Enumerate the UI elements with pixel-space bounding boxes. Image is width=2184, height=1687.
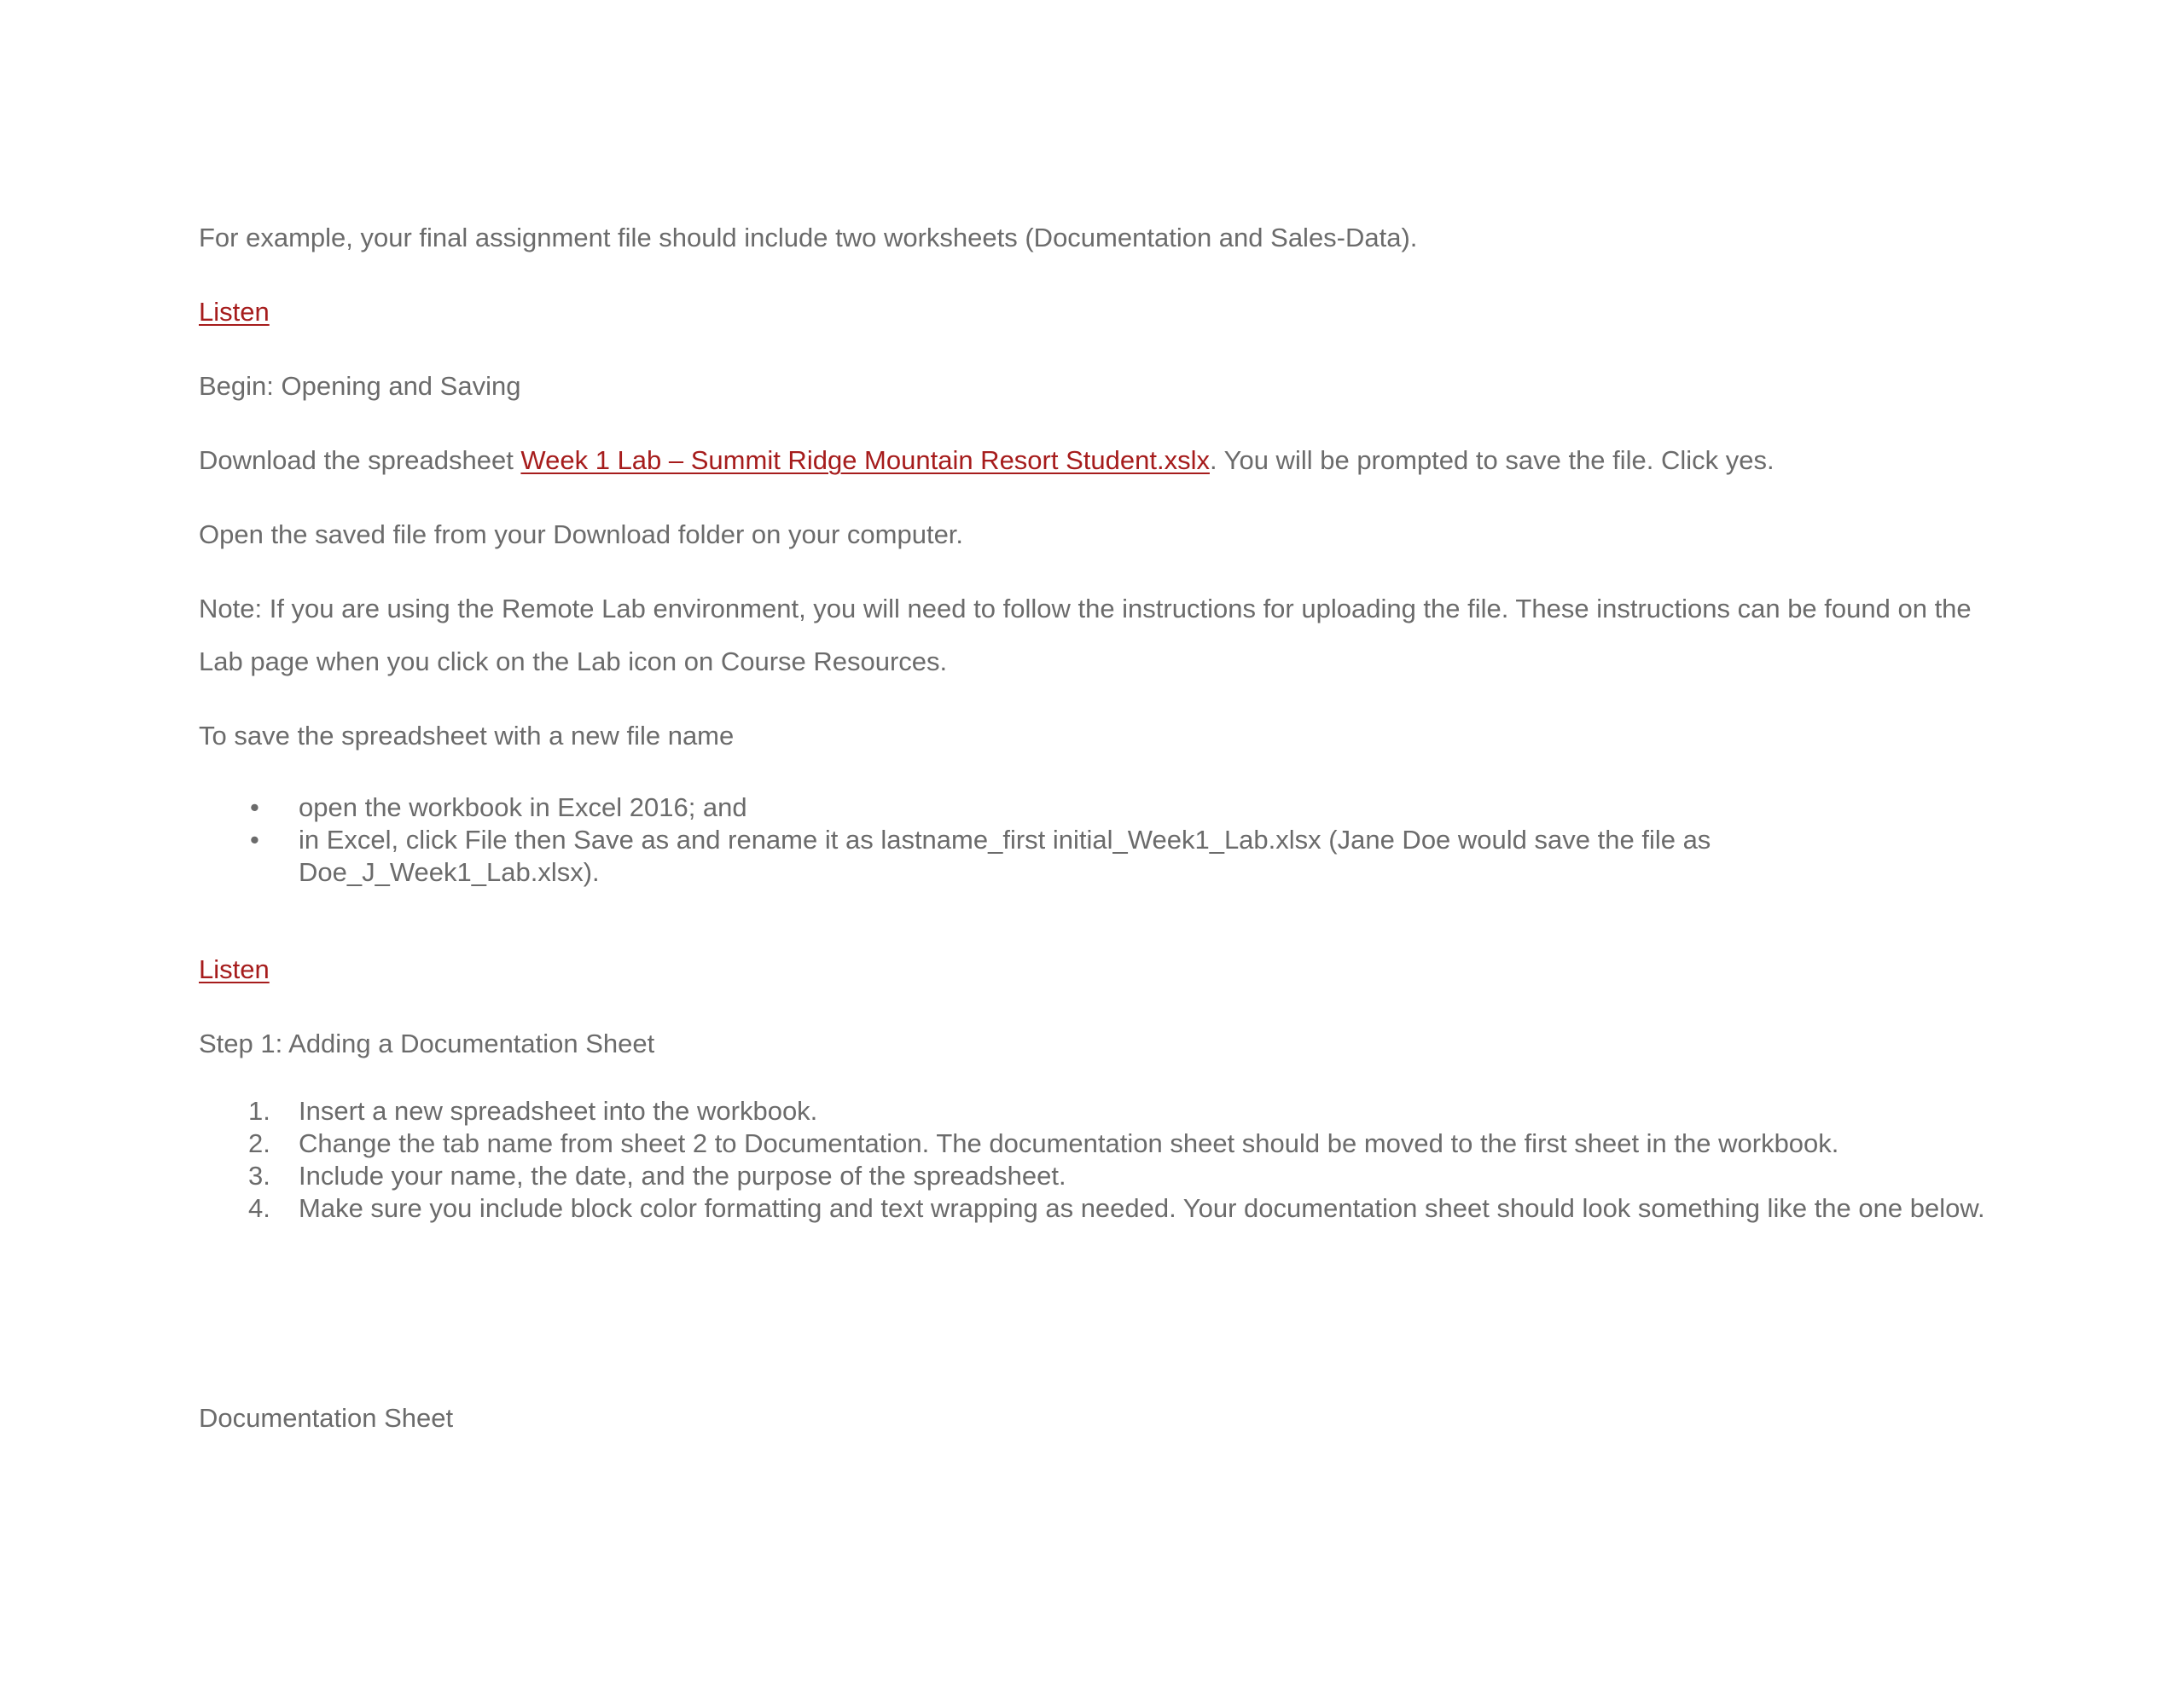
bullet-text: open the workbook in Excel 2016; and [299,792,747,822]
download-spreadsheet-link[interactable]: Week 1 Lab – Summit Ridge Mountain Resort Student.xslx [520,445,1210,475]
list-item-text: Insert a new spreadsheet into the workbook. [299,1096,818,1126]
download-prefix: Download the spreadsheet [199,445,521,475]
intro-paragraph: For example, your final assignment file should include two worksheets (Documentation and Sales-Data). [199,223,1418,252]
list-number: 1. [248,1096,270,1126]
step1-heading: Step 1: Adding a Documentation Sheet [199,1029,655,1058]
save-bullet-list [199,791,2024,889]
download-suffix: . You will be prompted to save the file. Click yes. [1209,445,1774,475]
listen-link-2-text[interactable]: Listen [199,954,270,984]
begin-heading: Begin: Opening and Saving [199,371,521,401]
listen-link-1[interactable] [199,286,270,339]
list-item [199,1192,2024,1225]
list-item [199,824,2024,889]
list-item-text: Include your name, the date, and the purpose of the spreadsheet. [299,1161,1066,1191]
bullet-icon: • [250,825,259,855]
listen-link-2[interactable] [199,943,270,996]
list-item [199,1128,2024,1160]
list-number: 4. [248,1193,270,1223]
save-heading: To save the spreadsheet with a new file name [199,721,735,751]
bullet-text: in Excel, click File then Save as and rename it as lastname_first initial_Week1_Lab.xlsx (Jane Doe would save the file as Doe_J_Week1_Lab.xlsx). [299,825,1711,887]
step1-numbered-list [199,1095,2024,1225]
listen-link-1-text[interactable]: Listen [199,297,270,327]
list-number: 2. [248,1128,270,1158]
open-saved-paragraph: Open the saved file from your Download folder on your computer. [199,519,964,549]
note-paragraph: Note: If you are using the Remote Lab environment, you will need to follow the instructions for uploading the file. These instructions can be found on the Lab page when you click on the Lab icon on Course Resources. [199,594,1972,676]
list-item [199,791,2024,824]
list-item [199,1095,2024,1128]
list-item-text: Make sure you include block color formatting and text wrapping as needed. Your documentation sheet should look something like the one below. [299,1193,1985,1223]
bullet-icon: • [250,792,259,822]
download-paragraph [199,434,1774,487]
documentation-sheet-label: Documentation Sheet [199,1403,454,1433]
list-item [199,1160,2024,1192]
list-number: 3. [248,1161,270,1191]
list-item-text: Change the tab name from sheet 2 to Documentation. The documentation sheet should be moved to the first sheet in the workbook. [299,1128,1839,1158]
